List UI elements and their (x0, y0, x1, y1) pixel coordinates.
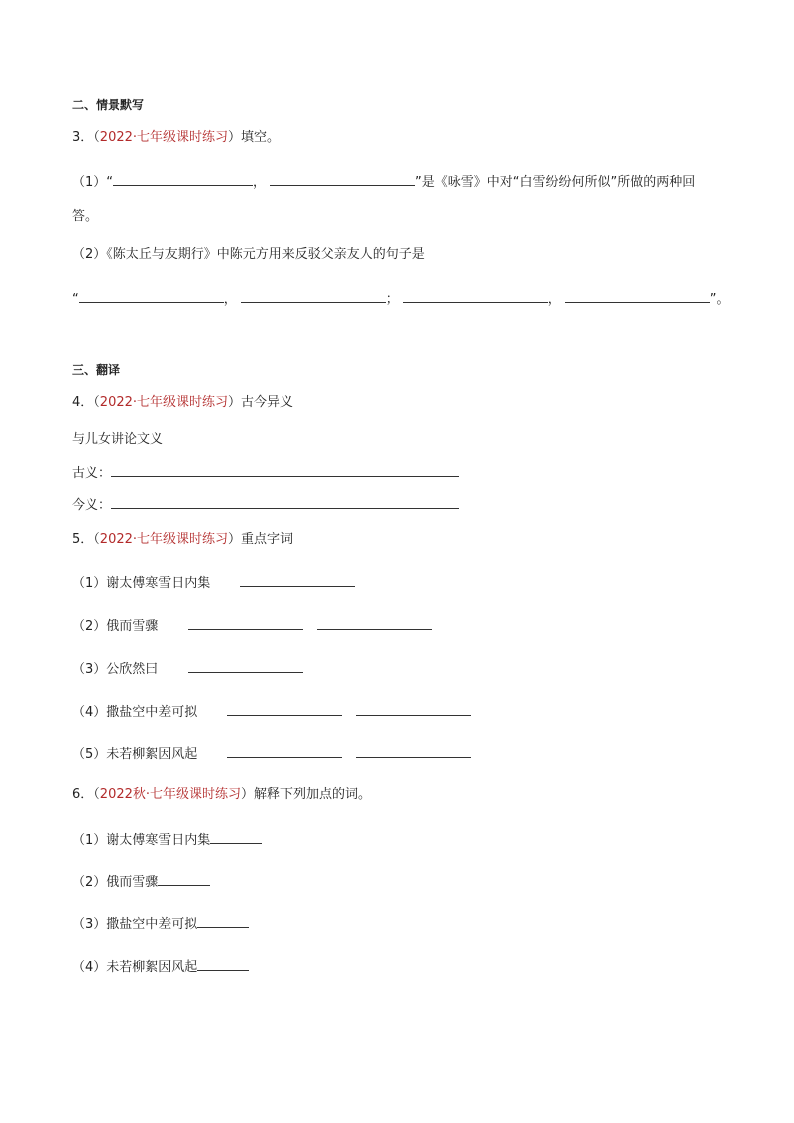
answer-blank[interactable] (565, 289, 710, 303)
answer-blank[interactable] (197, 914, 249, 928)
question-5: 5．（2022·七年级课时练习）重点字词 (72, 532, 294, 547)
answer-blank[interactable] (188, 659, 303, 673)
question-task: 解释下列加点的词。 (254, 787, 372, 802)
q5-item: （1）谢太傅寒雪日内集 (72, 573, 355, 592)
question-number: 4． (72, 395, 94, 410)
q4-gu: 古义： (72, 463, 459, 482)
answer-blank[interactable] (227, 744, 342, 758)
answer-blank[interactable] (403, 289, 548, 303)
q6-item: （4）未若柳絮因风起 (72, 957, 249, 976)
q3-part-2-blanks: “ ， ； ， ”。 (72, 289, 730, 308)
answer-blank[interactable] (111, 463, 459, 477)
question-task: 重点字词 (241, 532, 294, 547)
q5-item: （5）未若柳絮因风起 (72, 744, 471, 763)
section-heading-2: 二、情景默写 (72, 98, 145, 112)
question-task: 填空。 (241, 130, 281, 145)
question-4: 4．（2022·七年级课时练习）古今异义 (72, 395, 294, 410)
q6-item: （1）谢太傅寒雪日内集 (72, 830, 262, 849)
answer-blank[interactable] (197, 957, 249, 971)
answer-blank[interactable] (356, 744, 471, 758)
q3-part-1: （1）“ ， ”是《咏雪》中对“白雪纷纷何所似”所做的两种回 (72, 172, 695, 191)
q4-phrase: 与儿女讲论文义 (72, 432, 164, 447)
q3-part-2: （2）《陈太丘与友期行》中陈元方用来反驳父亲友人的句子是 (72, 247, 425, 262)
q6-item: （2）俄而雪骤 (72, 872, 210, 891)
q6-item: （3）撒盐空中差可拟 (72, 914, 249, 933)
question-source: 2022·七年级课时练习 (99, 130, 229, 145)
answer-blank[interactable] (79, 289, 224, 303)
answer-blank[interactable] (188, 616, 303, 630)
q5-item: （2）俄而雪骤 (72, 616, 432, 635)
answer-blank[interactable] (241, 289, 386, 303)
question-source: 2022·七年级课时练习 (99, 395, 229, 410)
answer-blank[interactable] (317, 616, 432, 630)
question-number: 5． (72, 532, 94, 547)
q5-item: （4）撒盐空中差可拟 (72, 702, 471, 721)
q4-jin: 今义： (72, 495, 459, 514)
answer-blank[interactable] (113, 172, 253, 186)
answer-blank[interactable] (240, 573, 355, 587)
answer-blank[interactable] (111, 495, 459, 509)
question-source: 2022秋·七年级课时练习 (99, 787, 242, 802)
question-3: 3．（2022·七年级课时练习）填空。 (72, 130, 281, 145)
q5-item: （3）公欣然曰 (72, 659, 303, 678)
q3-part-1-cont: 答。 (72, 209, 99, 224)
answer-blank[interactable] (227, 702, 342, 716)
answer-blank[interactable] (210, 830, 262, 844)
answer-blank[interactable] (356, 702, 471, 716)
answer-blank[interactable] (158, 872, 210, 886)
question-task: 古今异义 (241, 395, 294, 410)
section-heading-3: 三、翻译 (72, 363, 121, 377)
question-6: 6．（2022秋·七年级课时练习）解释下列加点的词。 (72, 787, 372, 802)
question-number: 6． (72, 787, 94, 802)
answer-blank[interactable] (270, 172, 415, 186)
question-number: 3． (72, 130, 94, 145)
question-source: 2022·七年级课时练习 (99, 532, 229, 547)
